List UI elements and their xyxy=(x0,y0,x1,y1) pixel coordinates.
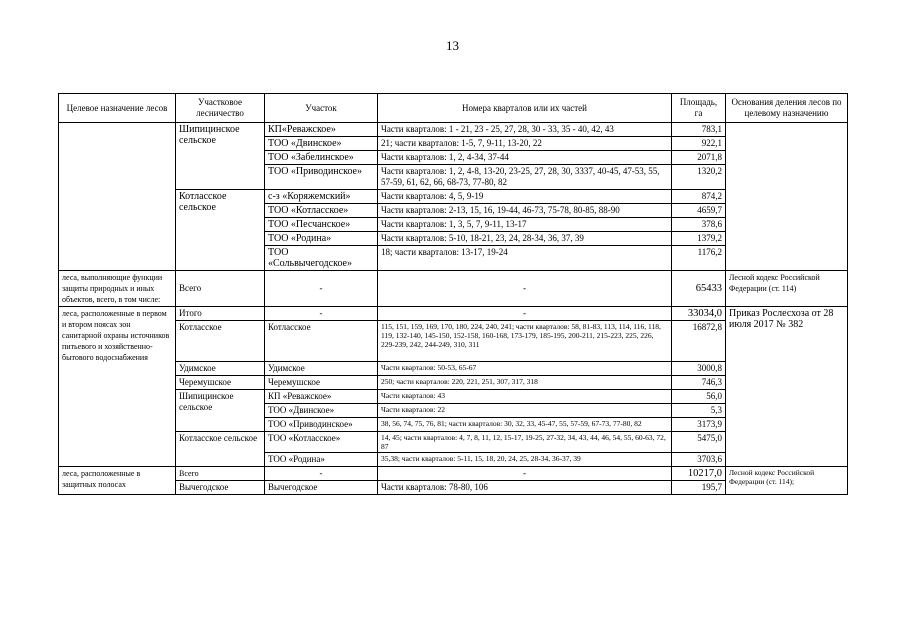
area-cell: 2071,8 xyxy=(672,151,726,165)
forestry-cell: Вычегодское xyxy=(176,481,265,495)
site-cell: - xyxy=(265,271,378,307)
quarters-cell: 21; части кварталов: 1-5, 7, 9-11, 13-20, 22 xyxy=(378,137,672,151)
quarters-cell: Части кварталов: 78-80, 106 xyxy=(378,481,672,495)
area-cell: 33034,0 xyxy=(672,307,726,321)
area-cell: 874,2 xyxy=(672,190,726,204)
table-row xyxy=(59,123,848,137)
basis-cell: Лесной кодекс Российской Федерации (ст. 114) xyxy=(726,271,848,307)
quarters-cell: 18; части кварталов: 13-17, 19-24 xyxy=(378,246,672,271)
protective-total-row xyxy=(59,467,848,481)
forestry-cell: Котласское сельское xyxy=(176,432,265,467)
purpose-cell: леса, выполняющие функции защиты природных и иных объектов, всего, в том числе: xyxy=(59,271,176,307)
site-cell: Котласское xyxy=(265,321,378,362)
forestry-cell: Удимское xyxy=(176,362,265,376)
site-cell: Черемушское xyxy=(265,376,378,390)
area-cell: 922,1 xyxy=(672,137,726,151)
area-cell: 5,3 xyxy=(672,404,726,418)
header-area: Площадь, га xyxy=(672,94,726,123)
area-cell: 10217,0 xyxy=(672,467,726,481)
quarters-cell: Части кварталов: 22 xyxy=(378,404,672,418)
site-cell: ТОО «Двинское» xyxy=(265,137,378,151)
site-cell: ТОО «Родина» xyxy=(265,453,378,467)
forestry-cell: Котласское сельское xyxy=(176,190,265,271)
area-cell: 65433 xyxy=(672,271,726,307)
site-cell: ТОО «Забелинское» xyxy=(265,151,378,165)
quarters-cell: Части кварталов: 1 - 21, 23 - 25, 27, 28, 30 - 33, 35 - 40, 42, 43 xyxy=(378,123,672,137)
site-cell: - xyxy=(265,467,378,481)
site-cell: с-з «Коряжемский» xyxy=(265,190,378,204)
area-cell: 56,0 xyxy=(672,390,726,404)
total-row xyxy=(59,271,848,307)
quarters-cell: Части кварталов: 5-10, 18-21, 23, 24, 28-34, 36, 37, 39 xyxy=(378,232,672,246)
site-cell: ТОО «Двинское» xyxy=(265,404,378,418)
quarters-cell: - xyxy=(378,467,672,481)
area-cell: 3000,8 xyxy=(672,362,726,376)
forestry-cell: Всего xyxy=(176,271,265,307)
basis-cell-empty xyxy=(726,123,848,271)
quarters-cell: 115, 151, 159, 169, 170, 180, 224, 240, 241; части кварталов: 58, 81-83, 113, 114, 116, 118, 119, 132-140, 145-150, 152-158, 160-168, 173-179, 185-195, 200-211, 215-223, 225, 226, 229-239, 242, 244-249, 310, 311 xyxy=(378,321,672,362)
purpose-cell-empty xyxy=(59,123,176,271)
forestry-cell: Итого xyxy=(176,307,265,321)
quarters-cell: 250; части кварталов: 220, 221, 251, 307, 317, 318 xyxy=(378,376,672,390)
quarters-cell: Части кварталов: 1, 3, 5, 7, 9-11, 13-17 xyxy=(378,218,672,232)
header-quarters: Номера кварталов или их частей xyxy=(378,94,672,123)
quarters-cell: Части кварталов: 1, 2, 4-34, 37-44 xyxy=(378,151,672,165)
site-cell: ТОО «Приводинское» xyxy=(265,418,378,432)
quarters-cell: Части кварталов: 50-53, 65-67 xyxy=(378,362,672,376)
quarters-cell: 14, 45; части кварталов: 4, 7, 8, 11, 12, 15-17, 19-25, 27-32, 34, 43, 44, 46, 54, 55, 60-63, 72, 87 xyxy=(378,432,672,453)
site-cell: ТОО «Сольвычегодское» xyxy=(265,246,378,271)
area-cell: 4659,7 xyxy=(672,204,726,218)
quarters-cell: 35,38; части кварталов: 5-11, 15, 18, 20, 24, 25, 28-34, 36-37, 39 xyxy=(378,453,672,467)
site-cell: КП «Реважское» xyxy=(265,390,378,404)
header-site: Участок xyxy=(265,94,378,123)
quarters-cell: Части кварталов: 2-13, 15, 16, 19-44, 46-73, 75-78, 80-85, 88-90 xyxy=(378,204,672,218)
area-cell: 1320,2 xyxy=(672,165,726,190)
quarters-cell: Части кварталов: 4, 5, 9-19 xyxy=(378,190,672,204)
site-cell: Удимское xyxy=(265,362,378,376)
header-basis: Основания деления лесов по целевому назначению xyxy=(726,94,848,123)
site-cell: ТОО «Котласское» xyxy=(265,204,378,218)
page-number: 13 xyxy=(446,38,459,53)
site-cell: ТОО «Котласское» xyxy=(265,432,378,453)
forestry-cell: Черемушское xyxy=(176,376,265,390)
quarters-cell: 38, 56, 74, 75, 76, 81; части кварталов: 30, 32, 33, 45-47, 55, 57-59, 67-73, 77-80, 82 xyxy=(378,418,672,432)
site-cell: ТОО «Песчанское» xyxy=(265,218,378,232)
area-cell: 746,3 xyxy=(672,376,726,390)
forest-purpose-table xyxy=(58,93,848,495)
area-cell: 195,7 xyxy=(672,481,726,495)
site-cell: - xyxy=(265,307,378,321)
quarters-cell: - xyxy=(378,307,672,321)
area-cell: 3703,6 xyxy=(672,453,726,467)
area-cell: 783,1 xyxy=(672,123,726,137)
purpose-cell: леса, расположенные в первом и втором поясах зон санитарной охраны источников питьевого и хозяйственно-бытового водоснабжения xyxy=(59,307,176,467)
basis-cell: Лесной кодекс Российской Федерации (ст. 114); xyxy=(726,467,848,495)
purpose-cell: леса, расположенные в защитных полосах xyxy=(59,467,176,495)
site-cell: ТОО «Родина» xyxy=(265,232,378,246)
forestry-cell: Шипицинское сельское xyxy=(176,390,265,432)
area-cell: 1176,2 xyxy=(672,246,726,271)
site-cell: КП«Реважское» xyxy=(265,123,378,137)
forestry-cell: Котласское xyxy=(176,321,265,362)
forestry-cell: Шипицинское сельское xyxy=(176,123,265,190)
header-forestry: Участковое лесничество xyxy=(176,94,265,123)
area-cell: 3173,9 xyxy=(672,418,726,432)
quarters-cell: Части кварталов: 1, 2, 4-8, 13-20, 23-25, 27, 28, 30, 3337, 40-45, 47-53, 55, 57-59, 61, 62, 66, 68-73, 77-80, 82 xyxy=(378,165,672,190)
area-cell: 1379,2 xyxy=(672,232,726,246)
header-purpose: Целевое назначение лесов xyxy=(59,94,176,123)
area-cell: 5475,0 xyxy=(672,432,726,453)
site-cell: Вычегодское xyxy=(265,481,378,495)
site-cell: ТОО «Приводинское» xyxy=(265,165,378,190)
itogo-row xyxy=(59,307,848,321)
basis-cell: Приказ Рослесхоза от 28 июля 2017 № 382 xyxy=(726,307,848,467)
area-cell: 16872,8 xyxy=(672,321,726,362)
quarters-cell: Части кварталов: 43 xyxy=(378,390,672,404)
table-header-row xyxy=(59,94,848,123)
quarters-cell: - xyxy=(378,271,672,307)
forestry-cell: Всего xyxy=(176,467,265,481)
area-cell: 378,6 xyxy=(672,218,726,232)
